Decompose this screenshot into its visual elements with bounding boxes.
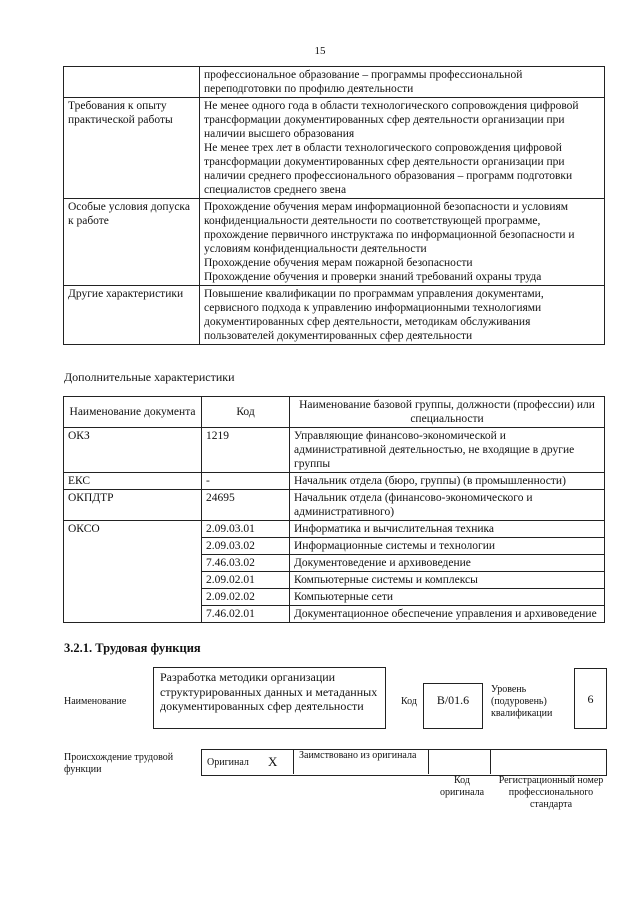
function-code: В/01.6 xyxy=(423,683,483,729)
qualification-level-label: Уровень (подуровень) квалификации xyxy=(491,684,553,719)
specialty-name: Компьютерные сети xyxy=(290,589,605,606)
specialty-name: Документационное обеспечение управления и архивоведение xyxy=(290,606,605,623)
original-mark: X xyxy=(268,754,278,769)
code-cell: 7.46.02.01 xyxy=(202,606,290,623)
specialty-name: Управляющие финансово-экономической и административной деятельностью, не входящие в другие группы xyxy=(290,428,605,473)
requirement-value: профессиональное образование – программы профессиональной переподготовки по профилю деятельности xyxy=(200,67,605,98)
table-row xyxy=(64,428,605,473)
code-cell: 1219 xyxy=(202,428,290,473)
specialty-name: Компьютерные системы и комплексы xyxy=(290,572,605,589)
additional-characteristics-table xyxy=(63,396,605,623)
table-row xyxy=(64,490,605,521)
code-cell: 2.09.02.02 xyxy=(202,589,290,606)
header-name: Наименование базовой группы, должности (профессии) или специальности xyxy=(290,397,605,428)
specialty-name: Документоведение и архивоведение xyxy=(290,555,605,572)
requirement-value: Не менее одного года в области технологического сопровождения цифровой трансформации документированных сфер деятельности организации при наличии высшего образования Не менее трех лет в области технологического сопровождения цифровой трансформации документированных сфер деятельности организации при наличии среднего профессионального образования – программ подготовки специалистов среднего звена xyxy=(200,98,605,199)
header-document: Наименование документа xyxy=(64,397,202,428)
specialty-name: Начальник отдела (бюро, группы) (в промышленности) xyxy=(290,473,605,490)
specialty-name: Информационные системы и технологии xyxy=(290,538,605,555)
original-label: Оригинал xyxy=(207,757,249,768)
document-name: ОКСО xyxy=(64,521,202,623)
code-cell: 2.09.02.01 xyxy=(202,572,290,589)
name-label: Наименование xyxy=(64,696,127,707)
table-row xyxy=(64,473,605,490)
code-cell: 24695 xyxy=(202,490,290,521)
code-original-label: Код оригинала xyxy=(439,775,485,798)
page-number: 15 xyxy=(314,45,326,57)
document-name: ОКЗ xyxy=(64,428,202,473)
qualification-level-value: 6 xyxy=(574,668,607,729)
table-row xyxy=(64,521,605,538)
requirements-row xyxy=(64,199,605,286)
document-name: ЕКС xyxy=(64,473,202,490)
function-name: Разработка методики организации структурированных данных и метаданных документированных сфер деятельности xyxy=(153,667,386,729)
requirement-value: Повышение квалификации по программам управления документами, сервисного подхода к управлению информационными технологиями документированных сфер деятельности, методикам обслуживания пользователей документированных сфер деятельности xyxy=(200,286,605,345)
requirement-label: Требования к опыту практической работы xyxy=(64,98,200,199)
code-cell: 2.09.03.01 xyxy=(202,521,290,538)
section-heading: 3.2.1. Трудовая функция xyxy=(64,641,201,655)
code-label: Код xyxy=(401,696,417,707)
registration-number-label: Регистрационный номер профессионального стандарта xyxy=(498,775,604,810)
additional-characteristics-title: Дополнительные характеристики xyxy=(64,370,235,384)
requirement-value: Прохождение обучения мерам информационной безопасности и условиям конфиденциальности деятельности по соответствующей программе, прохождение первичного инструктажа по информационной безопасности и условиям конфиденциальности деятельности Прохождение обучения мерам пожарной безопасности Прохождение обучения и проверки знаний требований охраны труда xyxy=(200,199,605,286)
origin-label: Происхождение трудовой функции xyxy=(64,752,174,775)
requirements-row xyxy=(64,67,605,98)
requirement-label xyxy=(64,67,200,98)
header-code: Код xyxy=(202,397,290,428)
requirement-label: Другие характеристики xyxy=(64,286,200,345)
requirements-table xyxy=(63,66,605,345)
code-cell: - xyxy=(202,473,290,490)
specialty-name: Информатика и вычислительная техника xyxy=(290,521,605,538)
code-cell: 2.09.03.02 xyxy=(202,538,290,555)
code-cell: 7.46.03.02 xyxy=(202,555,290,572)
specialty-name: Начальник отдела (финансово-экономического и административного) xyxy=(290,490,605,521)
requirements-row xyxy=(64,98,605,199)
requirement-label: Особые условия допуска к работе xyxy=(64,199,200,286)
requirements-row xyxy=(64,286,605,345)
borrowed-label: Заимствовано из оригинала xyxy=(299,750,417,761)
document-name: ОКПДТР xyxy=(64,490,202,521)
